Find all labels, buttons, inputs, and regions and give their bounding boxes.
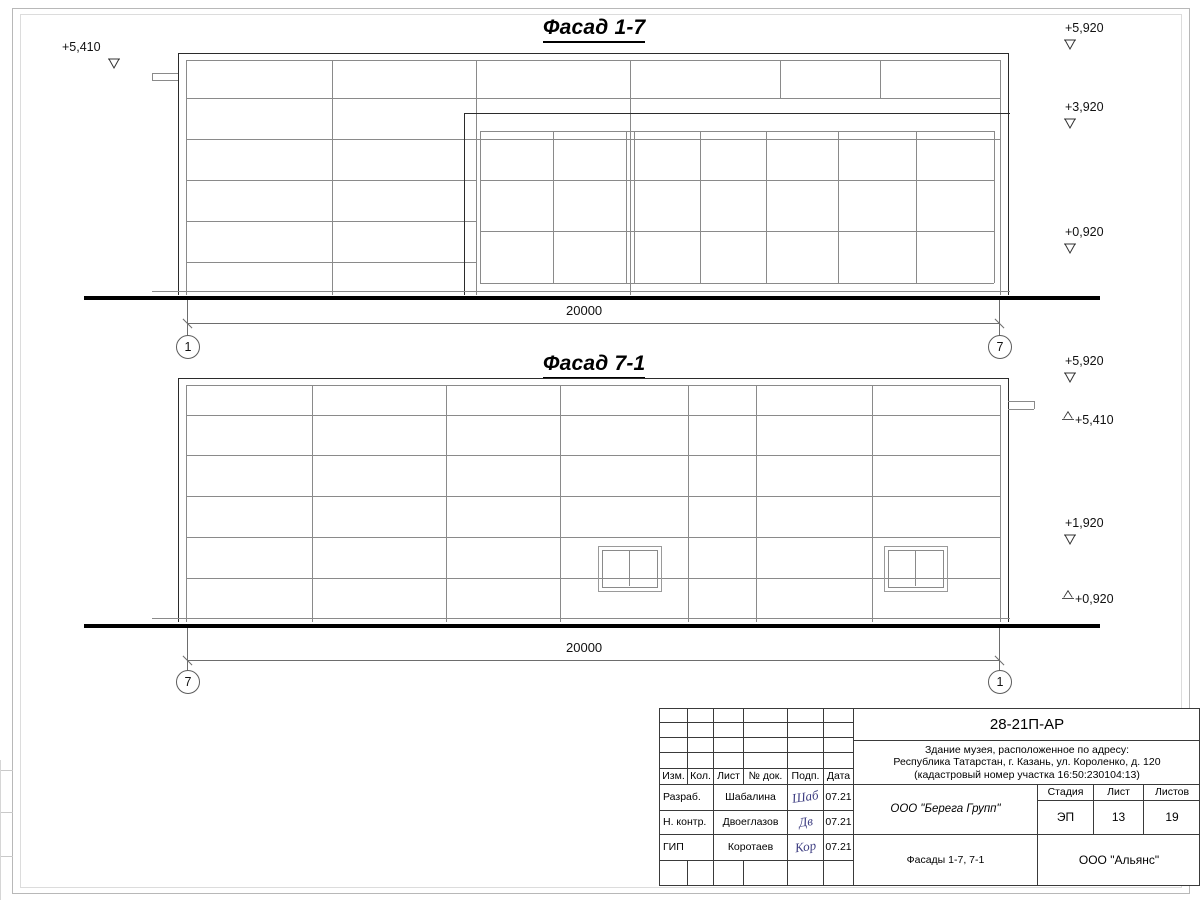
stage-label: Стадия (1038, 785, 1094, 801)
level-mark-right-3920: +3,920 (1065, 100, 1104, 114)
band-line (186, 496, 1000, 497)
date-ncontr: 07.21 (824, 811, 854, 835)
role-razrab: Разраб. (660, 785, 714, 811)
margin-tick (0, 812, 13, 813)
band-line (186, 415, 1000, 416)
band-line (186, 98, 1000, 99)
client-org: ООО "Альянс" (1078, 852, 1160, 867)
view-title-facade-7-1: Фасад 7-1 (543, 352, 645, 379)
roof-accessory (152, 73, 178, 74)
overall-dimension-1-7: 20000 (566, 303, 603, 318)
ground-line (84, 624, 1100, 628)
overall-dimension-7-1: 20000 (566, 640, 603, 655)
column-header-podp: Подп. (788, 769, 824, 785)
window-sash (888, 550, 944, 588)
level-arrow-icon (1064, 243, 1076, 255)
level-arrow-up-icon (1062, 410, 1074, 422)
right-edge-inner (1000, 385, 1001, 622)
roof-line-inner (186, 385, 1000, 386)
band-line (186, 221, 476, 222)
column-header-list: Лист (714, 769, 744, 785)
rev-blank (714, 753, 744, 769)
rev-blank (688, 738, 714, 753)
view-title-facade-1-7: Фасад 1-7 (543, 16, 645, 43)
rev-blank (824, 723, 854, 738)
dimension-line (187, 660, 999, 661)
roof-line-inner (186, 60, 1000, 61)
band-line (186, 578, 1000, 579)
signature-glyph: Кор (793, 837, 817, 856)
level-mark-right-0920: +0,920 (1065, 225, 1104, 239)
left-edge-inner (186, 60, 187, 295)
object-line-3: (кадастровый номер участка 16:50:230104:13) (914, 768, 1140, 781)
glazing-mullion (766, 131, 767, 283)
column-header-izm: Изм. (660, 769, 688, 785)
ground-line (84, 296, 1100, 300)
sign-ncontr (788, 811, 824, 835)
object-description (854, 741, 1200, 785)
glazing-mullion (916, 131, 917, 283)
project-code: 28-21П-АР (854, 709, 1200, 741)
margin-line (0, 760, 1, 900)
rev-blank (660, 738, 688, 753)
rev-blank (744, 753, 788, 769)
level-arrow-icon (1064, 39, 1076, 51)
rev-blank (714, 709, 744, 723)
sheet-title: Фасады 1-7, 7-1 (854, 835, 1038, 886)
list-value: 13 (1094, 801, 1144, 835)
glazing-mullion (634, 131, 635, 283)
role-ncontr: Н. контр. (660, 811, 714, 835)
signature-glyph: Дв (797, 813, 814, 830)
name-gip: Коротаев (714, 835, 788, 861)
mullion (332, 60, 333, 295)
glazing-bottom (480, 283, 994, 284)
axis-bubble-left-1-7: 1 (176, 335, 200, 359)
rev-blank (660, 723, 688, 738)
roof-accessory (1008, 401, 1034, 402)
entrance-block-top (464, 113, 1010, 114)
sign-razrab (788, 785, 824, 811)
rev-blank (688, 861, 714, 886)
mullion (446, 385, 447, 622)
level-arrow-icon (1064, 534, 1076, 546)
left-edge (178, 378, 179, 622)
mullion (872, 385, 873, 622)
rev-blank (824, 738, 854, 753)
level-mark-right-5920: +5,920 (1065, 354, 1104, 368)
mullion (630, 60, 631, 295)
rev-blank (714, 861, 744, 886)
date-gip: 07.21 (824, 835, 854, 861)
column-header-kol: Кол. (688, 769, 714, 785)
window-mullion (915, 550, 916, 586)
mullion (688, 385, 689, 622)
band-line (186, 262, 476, 263)
rev-blank (714, 723, 744, 738)
level-mark-right-5410: +5,410 (1075, 413, 1114, 427)
rev-blank (688, 723, 714, 738)
axis-bubble-right-7-1: 1 (988, 670, 1012, 694)
dimension-line (187, 323, 999, 324)
title-block (659, 708, 1200, 886)
band-line (186, 537, 1000, 538)
axis-bubble-left-7-1: 7 (176, 670, 200, 694)
entrance-block-left (464, 113, 465, 295)
mullion (756, 385, 757, 622)
band-line (186, 139, 1000, 140)
rev-blank (688, 753, 714, 769)
window-sash (602, 550, 658, 588)
role-gip: ГИП (660, 835, 714, 861)
column-header-doc: № док. (744, 769, 788, 785)
rev-blank (744, 738, 788, 753)
level-arrow-icon (1064, 118, 1076, 130)
sheets-label: Листов (1144, 785, 1200, 801)
rev-blank (744, 709, 788, 723)
date-razrab: 07.21 (824, 785, 854, 811)
level-mark-right-5920: +5,920 (1065, 21, 1104, 35)
level-mark-left-5410: +5,410 (62, 40, 101, 54)
glazing-right (994, 131, 995, 283)
band-line (186, 180, 476, 181)
rev-blank (714, 738, 744, 753)
rev-blank (788, 753, 824, 769)
level-arrow-up-icon (1062, 589, 1074, 601)
glazing-mullion (838, 131, 839, 283)
rev-blank (660, 861, 688, 886)
designer-org: ООО "Берега Групп" (854, 785, 1038, 835)
axis-bubble-right-1-7: 7 (988, 335, 1012, 359)
roof-line (178, 53, 1008, 54)
rev-blank (788, 861, 824, 886)
signature-glyph: Шаб (791, 787, 820, 806)
sheets-value: 19 (1144, 801, 1200, 835)
mullion (312, 385, 313, 622)
object-line-1: Здание музея, расположенное по адресу: (924, 744, 1130, 757)
roof-accessory (152, 80, 178, 81)
margin-tick (0, 856, 13, 857)
roof-accessory (1008, 409, 1034, 410)
rev-blank (744, 723, 788, 738)
mullion (560, 385, 561, 622)
name-ncontr: Двоеглазов (714, 811, 788, 835)
rev-blank (824, 753, 854, 769)
rev-blank (788, 723, 824, 738)
glazing-left (480, 131, 481, 283)
plinth-line (152, 291, 1010, 292)
level-mark-right-0920: +0,920 (1075, 592, 1114, 606)
level-arrow-icon (1064, 372, 1076, 384)
roof-accessory (1034, 401, 1035, 409)
mullion (476, 60, 477, 295)
column-header-data: Дата (824, 769, 854, 785)
glazing-mullion (553, 131, 554, 283)
rev-blank (824, 709, 854, 723)
rev-blank (660, 753, 688, 769)
glazing-mullion (700, 131, 701, 283)
rev-blank (688, 709, 714, 723)
rev-blank (788, 709, 824, 723)
stage-value: ЭП (1038, 801, 1094, 835)
plinth-line (152, 618, 1010, 619)
rev-blank (788, 738, 824, 753)
mullion (780, 60, 781, 98)
window-mullion (629, 550, 630, 586)
roof-accessory (152, 73, 153, 80)
left-edge (178, 53, 179, 295)
band-line (186, 455, 1000, 456)
level-mark-right-1920: +1,920 (1065, 516, 1104, 530)
margin-tick (0, 770, 13, 771)
roof-line (178, 378, 1008, 379)
rev-blank (824, 861, 854, 886)
left-edge-inner (186, 385, 187, 622)
name-razrab: Шабалина (714, 785, 788, 811)
rev-blank (660, 709, 688, 723)
glazing-mullion (626, 131, 627, 283)
rev-blank (744, 861, 788, 886)
right-edge (1008, 53, 1009, 295)
right-edge-inner (1000, 60, 1001, 295)
sign-gip (788, 835, 824, 861)
right-edge (1008, 378, 1009, 622)
list-label: Лист (1094, 785, 1144, 801)
object-line-2: Республика Татарстан, г. Казань, ул. Короленко, д. 120 (893, 756, 1161, 769)
mullion (880, 60, 881, 98)
level-arrow-icon (108, 58, 120, 70)
